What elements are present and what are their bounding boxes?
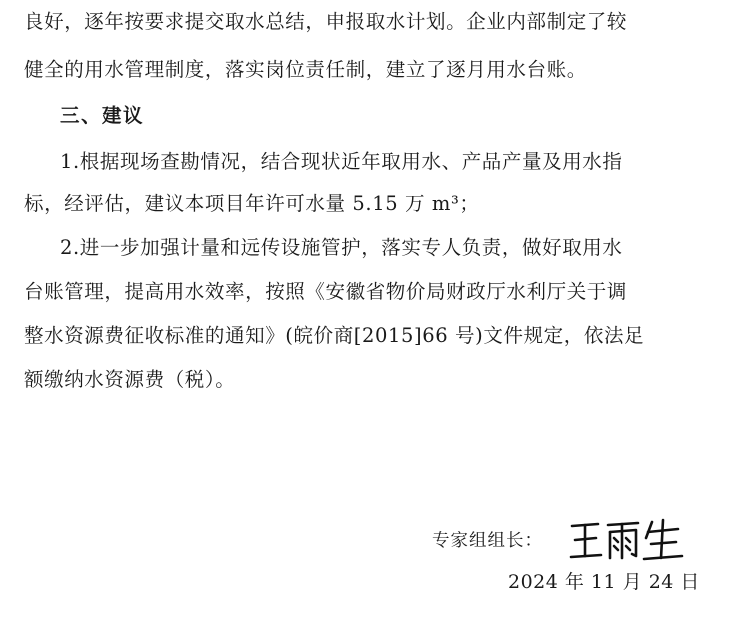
paragraph-line: 良好，逐年按要求提交取水总结，申报取水计划。企业内部制定了较 [24,10,628,33]
signature-date: 2024 年 11 月 24 日 [508,571,700,593]
paragraph-line: 台账管理，提高用水效率，按照《安徽省物价局财政厅水利厅关于调 [24,280,628,303]
paragraph-line: 健全的用水管理制度，落实岗位责任制，建立了逐月用水台账。 [24,58,587,81]
section-heading: 三、建议 [60,104,145,127]
paragraph-line: 1.根据现场查勘情况，结合现状近年取用水、产品产量及用水指 [60,150,623,173]
handwritten-signature [568,516,688,564]
paragraph-line: 2.进一步加强计量和远传设施管护，落实专人负责，做好取用水 [60,236,623,259]
paragraph-line: 额缴纳水资源费（税）。 [24,368,236,391]
paragraph-line: 整水资源费征收标准的通知》(皖价商[2015]66 号)文件规定，依法足 [24,324,645,347]
paragraph-line: 标，经评估，建议本项目年许可水量 5.15 万 m³； [24,192,480,215]
signature-label: 专家组组长： [432,531,543,551]
